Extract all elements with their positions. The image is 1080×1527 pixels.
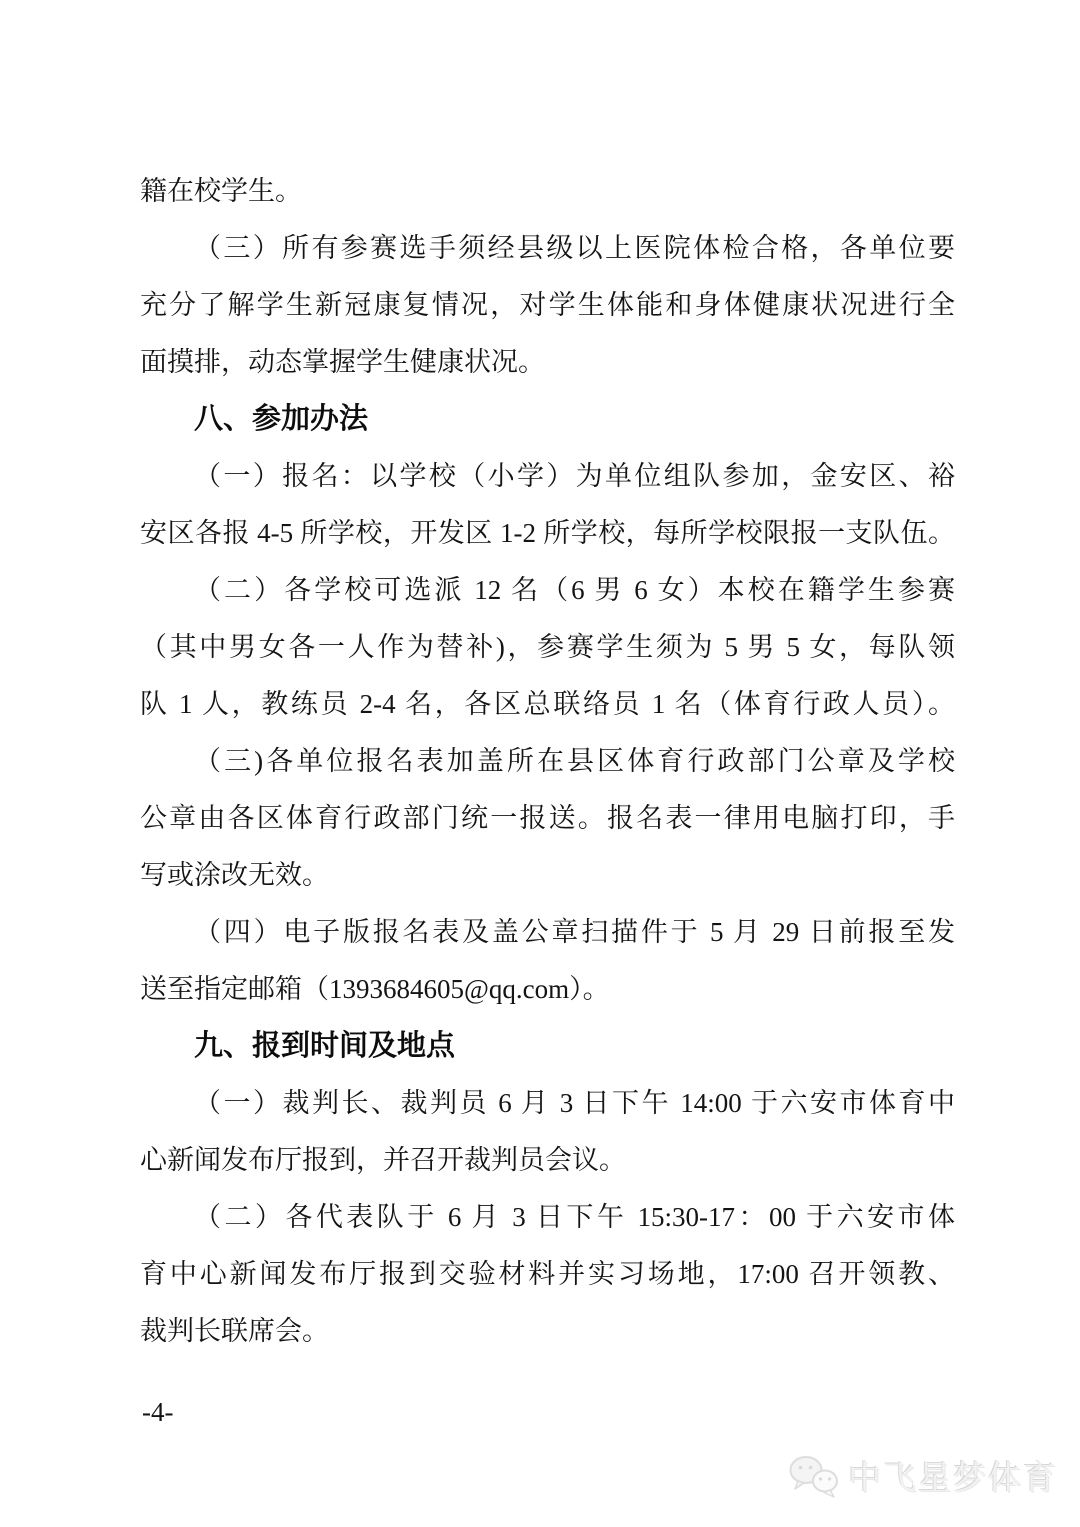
document-line: 安区各报 4-5 所学校，开发区 1-2 所学校，每所学校限报一支队伍。 [140,518,955,548]
watermark [788,1452,1058,1499]
document-line: 公章由各区体育行政部门统一报送。报名表一律用电脑打印，手 [140,803,955,833]
document-line: 充分了解学生新冠康复情况，对学生体能和身体健康状况进行全 [140,290,955,320]
document-line: 心新闻发布厅报到，并召开裁判员会议。 [140,1145,626,1175]
document-line: （其中男女各一人作为替补)，参赛学生须为 5 男 5 女，每队领 [140,632,955,662]
document-line: 籍在校学生。 [140,176,302,206]
section-heading: 九、报到时间及地点 [194,1030,456,1062]
document-line: 队 1 人，教练员 2-4 名，各区总联络员 1 名（体育行政人员）。 [140,689,955,719]
document-line: （二）各学校可选派 12 名（6 男 6 女）本校在籍学生参赛 [194,575,955,605]
document-line: （一）报名：以学校（小学）为单位组队参加，金安区、裕 [194,461,955,491]
document-line: 裁判长联席会。 [140,1316,329,1346]
watermark-label: 中飞星梦体育 [848,1459,1058,1496]
document-line: （二）各代表队于 6 月 3 日下午 15:30-17：00 于六安市体 [194,1202,955,1232]
document-line: （一）裁判长、裁判员 6 月 3 日下午 14:00 于六安市体育中 [194,1088,955,1118]
wechat-icon [788,1454,840,1498]
document-line: （三)各单位报名表加盖所在县区体育行政部门公章及学校 [194,746,955,776]
document-line: 写或涂改无效。 [140,860,329,890]
document-body [140,163,955,1360]
document-line: 送至指定邮箱（1393684605@qq.com）。 [140,974,610,1004]
page-number: -4- [142,1397,174,1427]
document-line: （三）所有参赛选手须经县级以上医院体检合格，各单位要 [194,233,955,263]
document-line: 育中心新闻发布厅报到交验材料并实习场地，17:00 召开领教、 [140,1259,955,1289]
section-heading: 八、参加办法 [194,403,369,435]
document-line: 面摸排，动态掌握学生健康状况。 [140,347,545,377]
document-line: （四）电子版报名表及盖公章扫描件于 5 月 29 日前报至发 [194,917,955,947]
